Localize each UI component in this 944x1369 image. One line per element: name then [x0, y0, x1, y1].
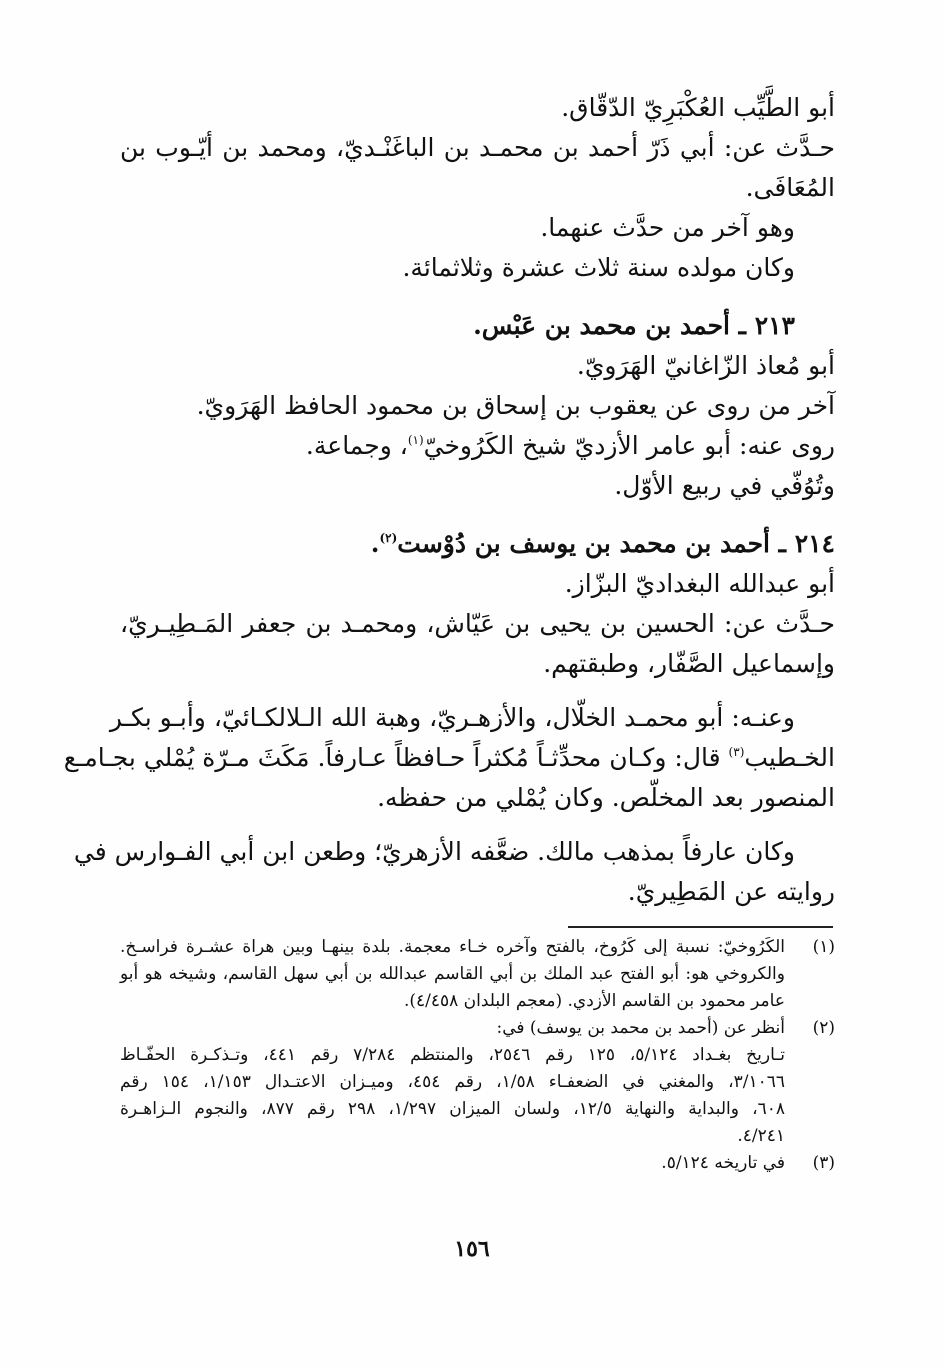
main-text	[63, 88, 835, 912]
entry-heading-214	[120, 524, 835, 564]
footnote-text: أنظر عن (أحمد بن محمد بن يوسف) في:	[496, 1018, 785, 1038]
kunya-line-213: أبو مُعاذ الزّاغانيّ الهَرَويّ.	[576, 351, 835, 380]
footnote-1-line-3: عامر محمود بن القاسم الأزدي. (معجم البلدان ٤/٤٥٨).	[403, 991, 785, 1011]
narrated-from-line-214: حـدَّث عن: الحسين بن يحيى بن عَيّاش، ومحمـد بن جعفر المَـطِيـريّ،	[120, 609, 835, 638]
footnote-ref-1: (١)	[407, 433, 424, 447]
footnote-2-line-4: ٦٠٨، والبداية والنهاية ١٢/٥، ولسان الميزان ١/٢٩٧، ٢٩٨ رقم ٨٧٧، والنجوم الـزاهـرة	[120, 1099, 786, 1119]
footnote-2-line-3: ٣/١٠٦٦، والمغني في الضعفـاء ١/٥٨، رقم ٤٥٤، وميـزان الاعتـدال ١/١٥٣، ١٥٤ رقم	[120, 1072, 785, 1092]
last-from-line-213: آخر من روى عن يعقوب بن إسحاق بن محمود الحافظ الهَرَويّ.	[196, 391, 835, 420]
entry-heading-213: ٢١٣ ـ أحمد بن محمد بن عَبْس.	[473, 311, 795, 340]
kunya-line: أبو الطَّيِّب العُكْبَرِيّ الدّقّاق.	[561, 93, 835, 122]
khatib-text: الخـطيب	[744, 743, 835, 772]
footnote-2-line-2: تـاريخ بغـداد ٥/١٢٤، ١٢٥ رقم ٢٥٤٦، والمنتظم ٧/٢٨٤ رقم ٤٤١، وتـذكـرة الحفّـاظ	[120, 1045, 785, 1065]
birth-line: وكان مولده سنة ثلاث عشرة وثلاثمائة.	[402, 253, 795, 282]
death-line-213: وتُوُفّي في ربيع الأوّل.	[614, 471, 835, 500]
footnote-number: (٢)	[812, 1018, 835, 1038]
heading-tail: .	[370, 529, 380, 558]
page-number: ١٥٦	[454, 1236, 490, 1262]
footnote-2-line-5: ٤/٢٤١.	[737, 1126, 785, 1146]
narrated-by-line-213	[120, 426, 835, 466]
students-line-3: المنصور بعد المخلّص. وكان يُمْلي من حفظه.	[377, 783, 835, 812]
footnote-text: الكَرُوخيّ: نسبة إلى كَرُوخ، بالفتح وآخره خـاء معجمة. بلدة بينهـا وبين هراة عشـرة فراسـخ.	[120, 937, 785, 957]
footnote-number: (٣)	[812, 1153, 835, 1173]
footnotes	[120, 934, 835, 1177]
narrated-from-line: حـدَّث عن: أبي ذَرّ أحمد بن محمـد بن الباغَنْـديّ، ومحمد بن أيّـوب بن	[120, 133, 835, 162]
khatib-quote: قال: وكـان محدِّثـاً مُكثراً حـافظاً عـارفاً. مَكَثَ مـرّة يُمْلي بجـامـع	[63, 743, 729, 772]
footnote-divider	[568, 926, 833, 928]
heading-text: ٢١٤ ـ أحمد بن محمد بن يوسف بن دُوْست	[397, 529, 835, 558]
narrated-by-text: روى عنه: أبو عامر الأزديّ شيخ الكَرُوخيّ	[423, 431, 835, 460]
footnote-1-line-1	[120, 934, 835, 961]
narrated-from-line-214-cont: وإسماعيل الصَّفّار، وطبقتهم.	[543, 649, 835, 678]
footnote-ref-2: (٢)	[379, 531, 398, 545]
students-line-2	[63, 738, 835, 778]
kunya-line-214: أبو عبدالله البغداديّ البزّاز.	[564, 569, 835, 598]
footnote-2-line-1	[120, 1015, 835, 1042]
assessment-line-1: وكان عارفاً بمذهب مالك. ضعَّفه الأزهريّ؛ وطعن ابن أبي الفـوارس في	[73, 837, 795, 866]
students-line-1: وعنـه: أبو محمـد الخلّال، والأزهـريّ، وهبة الله الـلالكـائيّ، وأبـو بكـر	[109, 703, 795, 732]
last-narrator-line: وهو آخر من حدَّث عنهما.	[540, 213, 795, 242]
assessment-line-2: روايته عن المَطِيريّ.	[627, 877, 835, 906]
narrated-by-tail: ، وجماعة.	[305, 431, 408, 460]
narrated-from-line-cont: المُعَافَى.	[745, 173, 835, 202]
footnote-ref-3: (٣)	[728, 745, 745, 759]
footnote-text: في تاريخه ٥/١٢٤.	[661, 1153, 785, 1173]
footnote-number: (١)	[812, 937, 835, 957]
footnote-3-line-1	[120, 1150, 835, 1177]
footnote-1-line-2: والكروخي هو: أبو الفتح عبد الملك بن أبي القاسم عبدالله بن أبي سهل القاسم، وشيخه هو أبو	[120, 964, 785, 984]
